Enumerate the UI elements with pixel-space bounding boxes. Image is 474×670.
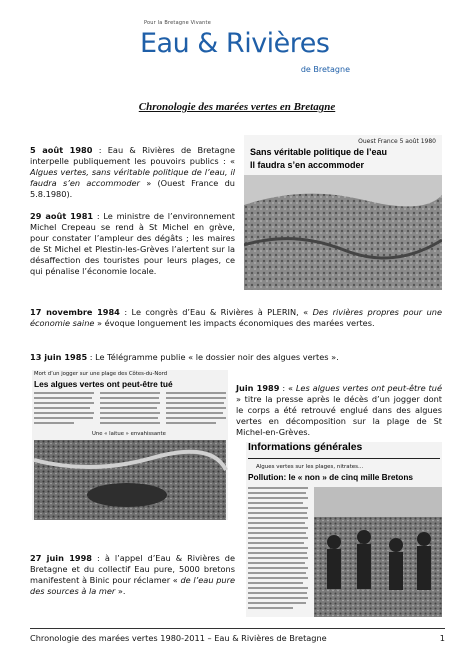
entry-text: : Le congrès d’Eau & Rivières à PLERIN, «	[119, 307, 313, 317]
entry-1980	[30, 145, 235, 200]
clipping-text-columns	[32, 392, 228, 428]
entry-text: : «	[279, 383, 296, 393]
footer-text: Chronologie des marées vertes 1980-2011 – Eau & Rivières de Bretagne	[30, 633, 327, 643]
entry-1981	[30, 211, 235, 277]
press-clipping-1989	[32, 370, 228, 520]
clipping-text-column	[248, 487, 310, 617]
clipping-photo	[314, 487, 442, 617]
entry-date: 17 novembre 1984	[30, 307, 120, 317]
entry-date: 13 juin 1985	[30, 352, 88, 362]
logo-name: Eau & Rivières	[140, 28, 330, 59]
press-clipping-1998	[246, 442, 442, 617]
clipping-headline: Sans véritable politique de l’eau	[250, 147, 388, 157]
clipping-caption: Une « laitue » envahissante	[92, 431, 166, 437]
entry-1998	[30, 553, 235, 597]
entry-date: 27 juin 1998	[30, 553, 93, 563]
entry-tail: ».	[115, 586, 126, 596]
clipping-photo	[32, 440, 228, 520]
entry-1984	[30, 307, 442, 329]
entry-tail: » titre la presse après le décès d’un jogger dont le corps a été retrouvé englué dans des algues vertes en décomposition sur la plage de St Michel-en-Grèves.	[236, 394, 442, 437]
entry-text: : Eau & Rivières de Bretagne interpelle publiquement les pouvoirs publics : «	[30, 145, 235, 166]
clipping-date: Ouest France 5 août 1980	[358, 138, 436, 145]
entry-1985	[30, 352, 442, 363]
footer-divider	[30, 628, 445, 629]
entry-text: : Le Télégramme publie « le dossier noir des algues vertes ».	[87, 352, 339, 362]
logo	[140, 20, 350, 82]
page-number: 1	[439, 633, 445, 643]
clipping-headline: Pollution: le « non » de cinq mille Bretons	[248, 472, 414, 482]
press-clipping-1980	[244, 135, 442, 290]
entry-tail: » évoque longuement les impacts économiques des marées vertes.	[94, 318, 375, 328]
entry-quote: Algues vertes, sans véritable politique de l’eau, il faudra s’en accommoder	[30, 167, 235, 188]
entry-text: : à l’appel d’Eau & Rivières de Bretagne et du collectif Eau pure, 5000 bretons manifestent à Binic pour réclamer «	[30, 553, 235, 585]
entry-date: 5 août 1980	[30, 145, 93, 155]
entry-date: 29 août 1981	[30, 211, 94, 221]
entry-quote: de l’eau pure des sources à la mer	[30, 575, 235, 596]
entry-quote: Les algues vertes ont peut-être tué	[295, 383, 442, 393]
logo-tagline: Pour la Bretagne Vivante	[144, 20, 211, 26]
document-title: Chronologie des marées vertes en Bretagne	[138, 101, 336, 113]
clipping-photo	[244, 175, 442, 290]
clipping-headline: Il faudra s’en accommoder	[250, 160, 365, 170]
entry-text: : Le ministre de l’environnement Michel Crepeau se rend à St Michel en grève, pour constater l’ampleur des dégâts ; les maires de St Michel et Plestin-les-Grèves l’alertent sur la désaffection des touristes pour leurs plages, ce qui pénalise l’économie locale.	[30, 211, 235, 276]
clipping-kicker: Algues vertes sur les plages, nitrates...	[256, 464, 364, 470]
entry-tail: » (Ouest France du 5.8.1980).	[30, 178, 236, 199]
clipping-kicker: Mort d’un jogger sur une plage des Côtes-du-Nord	[34, 371, 168, 377]
entry-date: Juin 1989	[236, 383, 280, 393]
entry-quote: Des rivières propres pour une économie saine	[30, 307, 442, 328]
clipping-section: Informations générales	[248, 442, 363, 453]
clipping-headline: Les algues vertes ont peut-être tué	[34, 379, 173, 389]
entry-1989	[236, 383, 442, 438]
logo-subtitle: de Bretagne	[300, 65, 350, 74]
